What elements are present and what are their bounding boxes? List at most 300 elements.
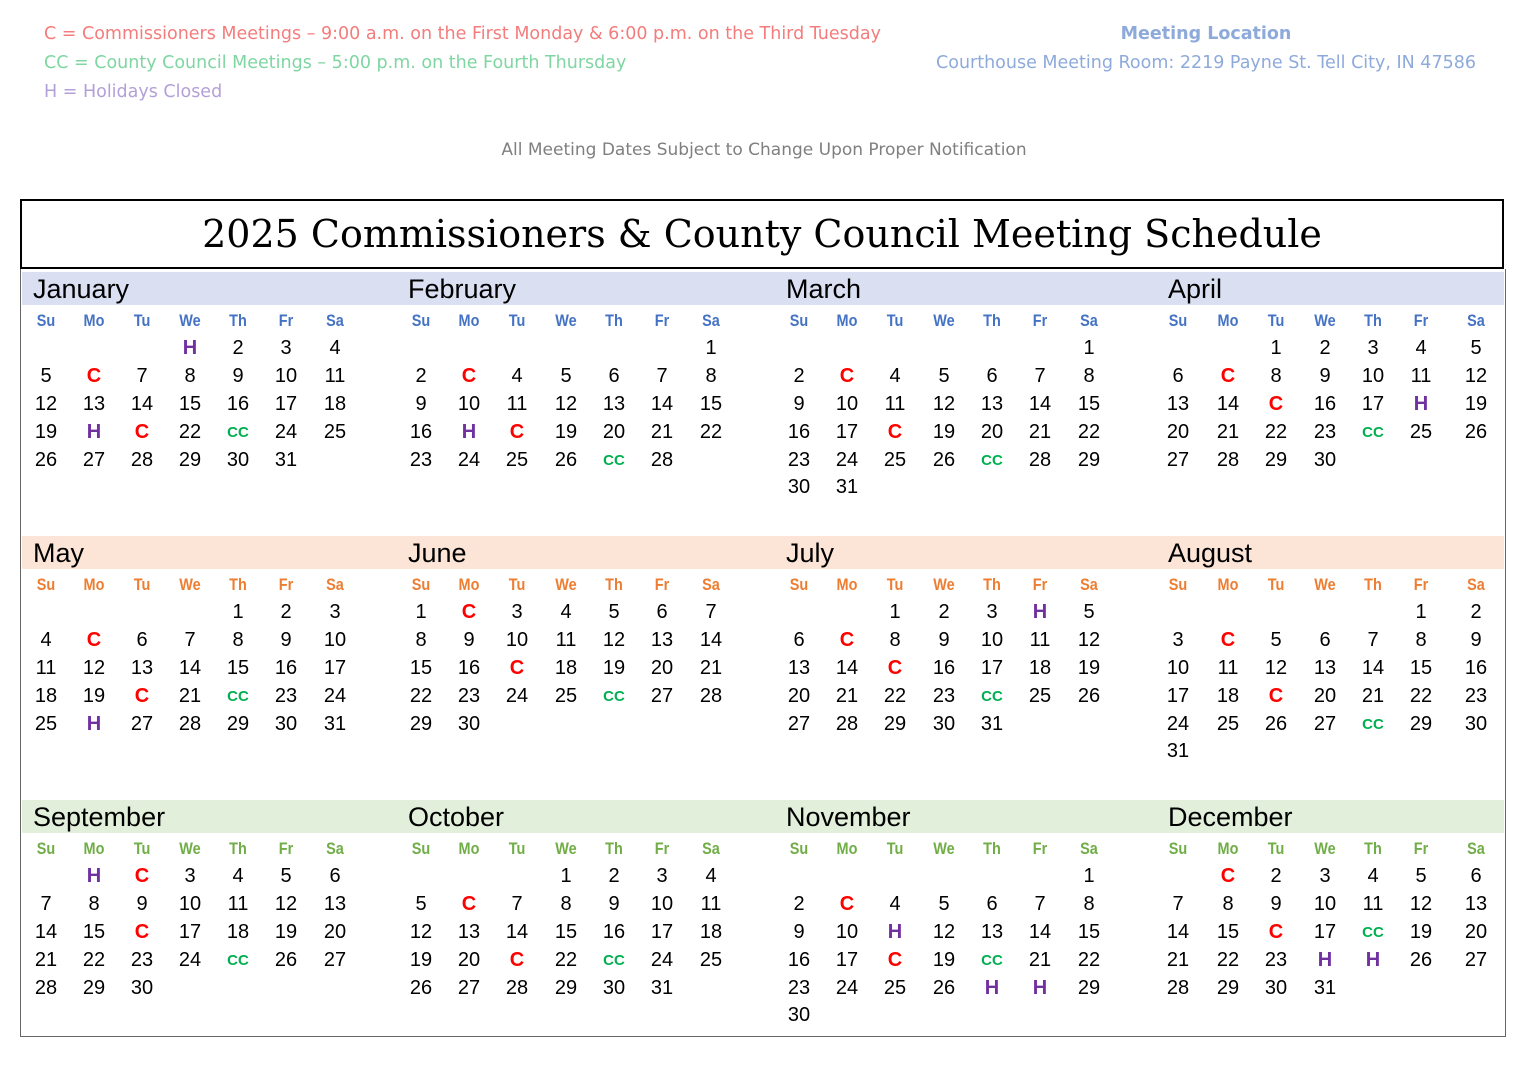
day-cell: 6 <box>986 893 998 915</box>
day-cell: 3 <box>656 865 668 887</box>
day-cell: 29 <box>1409 713 1433 735</box>
day-cell: 15 <box>1077 921 1101 943</box>
month-name: July <box>786 538 835 568</box>
day-cell: 22 <box>699 421 723 443</box>
day-cell: 1 <box>232 601 244 623</box>
day-cell: 4 <box>232 865 244 887</box>
council-meeting-day: CC <box>603 688 625 705</box>
day-cell: 28 <box>835 713 859 735</box>
day-cell: 13 <box>457 921 481 943</box>
month-name: February <box>408 274 517 304</box>
council-meeting-day: CC <box>981 452 1003 469</box>
council-meeting-day: CC <box>981 688 1003 705</box>
weekday-header: Su <box>411 575 431 594</box>
day-cell: 17 <box>835 421 859 443</box>
month-name: October <box>408 802 505 832</box>
day-cell: 30 <box>1464 713 1488 735</box>
day-cell: 27 <box>1166 449 1190 471</box>
commissioners-meeting-day: C <box>461 893 477 915</box>
day-cell: 26 <box>1409 949 1433 971</box>
weekday-header: Mo <box>836 839 858 858</box>
day-cell: 21 <box>1361 685 1385 707</box>
day-cell: 12 <box>1464 365 1488 387</box>
day-cell: 23 <box>457 685 481 707</box>
day-cell: 19 <box>1464 393 1488 415</box>
weekday-header: We <box>555 575 577 594</box>
holiday-day: H <box>984 977 1000 999</box>
commissioners-meeting-day: C <box>1268 685 1284 707</box>
holiday-day: H <box>86 865 102 887</box>
day-cell: 12 <box>932 921 956 943</box>
commissioners-meeting-day: C <box>509 421 525 443</box>
day-cell: 13 <box>1464 893 1488 915</box>
weekday-header: Su <box>411 839 431 858</box>
commissioners-meeting-day: C <box>509 949 525 971</box>
day-cell: 22 <box>1216 949 1240 971</box>
weekday-header: Tu <box>508 311 526 330</box>
day-cell: 2 <box>415 365 427 387</box>
day-cell: 6 <box>608 365 620 387</box>
weekday-header: Mo <box>83 839 105 858</box>
day-cell: 18 <box>554 657 578 679</box>
day-cell: 16 <box>787 949 811 971</box>
holiday-day: H <box>1032 977 1048 999</box>
day-cell: 11 <box>884 393 906 415</box>
day-cell: 9 <box>136 893 148 915</box>
day-cell: 25 <box>1028 685 1052 707</box>
day-cell: 2 <box>1270 865 1282 887</box>
commissioners-meeting-day: C <box>86 365 102 387</box>
day-cell: 24 <box>835 449 859 471</box>
day-cell: 7 <box>40 893 52 915</box>
day-cell: 2 <box>608 865 620 887</box>
day-cell: 9 <box>938 629 950 651</box>
weekday-header: Th <box>1364 575 1382 594</box>
day-cell: 15 <box>554 921 578 943</box>
day-cell: 4 <box>40 629 52 651</box>
day-cell: 27 <box>1464 949 1488 971</box>
day-cell: 16 <box>226 393 250 415</box>
month-header-band <box>22 536 1504 569</box>
weekday-header: Sa <box>1080 575 1098 594</box>
holiday-day: H <box>887 921 903 943</box>
day-cell: 16 <box>932 657 956 679</box>
day-cell: 24 <box>1166 713 1190 735</box>
weekday-header: Fr <box>278 839 294 858</box>
day-cell: 8 <box>415 629 427 651</box>
day-cell: 15 <box>226 657 250 679</box>
weekday-header: Th <box>1364 839 1382 858</box>
commissioners-meeting-day: C <box>887 421 903 443</box>
day-cell: 27 <box>130 713 154 735</box>
day-cell: 26 <box>1264 713 1288 735</box>
day-cell: 25 <box>554 685 578 707</box>
weekday-header: Fr <box>1032 311 1048 330</box>
legend-commissioners: C = Commissioners Meetings – 9:00 a.m. on the First Monday & 6:00 p.m. on the Third Tuesday <box>44 24 881 44</box>
day-cell: 21 <box>650 421 674 443</box>
month-name: March <box>786 274 862 304</box>
day-cell: 31 <box>1166 740 1190 762</box>
commissioners-meeting-day: C <box>1220 365 1236 387</box>
day-cell: 22 <box>178 421 202 443</box>
weekday-header: Tu <box>133 311 151 330</box>
day-cell: 20 <box>1166 421 1190 443</box>
weekday-header: Fr <box>1413 311 1429 330</box>
day-cell: 27 <box>1313 713 1337 735</box>
weekday-header: Sa <box>1467 311 1485 330</box>
page-title: 2025 Commissioners & County Council Meeting Schedule <box>20 199 1504 269</box>
holiday-day: H <box>86 713 102 735</box>
day-cell: 23 <box>787 449 811 471</box>
day-cell: 29 <box>226 713 250 735</box>
month-header-band <box>22 272 1504 305</box>
weekday-header: Fr <box>654 311 670 330</box>
day-cell: 31 <box>274 449 298 471</box>
day-cell: 5 <box>1270 629 1282 651</box>
day-cell: 29 <box>883 713 907 735</box>
holiday-day: H <box>1365 949 1381 971</box>
day-cell: 19 <box>274 921 298 943</box>
day-cell: 20 <box>457 949 481 971</box>
day-cell: 12 <box>554 393 578 415</box>
day-cell: 4 <box>511 365 523 387</box>
day-cell: 15 <box>178 393 202 415</box>
day-cell: 5 <box>1083 601 1095 623</box>
day-cell: 10 <box>505 629 529 651</box>
day-cell: 8 <box>705 365 717 387</box>
day-cell: 14 <box>178 657 202 679</box>
holiday-day: H <box>182 337 198 359</box>
weekday-header: Mo <box>1217 839 1239 858</box>
day-cell: 27 <box>82 449 106 471</box>
weekday-header: Fr <box>654 575 670 594</box>
weekday-header: Th <box>605 575 623 594</box>
day-cell: 16 <box>457 657 481 679</box>
weekday-header: We <box>933 311 955 330</box>
day-cell: 14 <box>1361 657 1385 679</box>
day-cell: 14 <box>130 393 154 415</box>
day-cell: 25 <box>883 449 907 471</box>
day-cell: 11 <box>1029 629 1051 651</box>
month-name: August <box>1168 538 1253 568</box>
day-cell: 10 <box>178 893 202 915</box>
day-cell: 9 <box>232 365 244 387</box>
day-cell: 4 <box>560 601 572 623</box>
day-cell: 21 <box>178 685 202 707</box>
day-cell: 7 <box>1034 893 1046 915</box>
day-cell: 13 <box>787 657 811 679</box>
day-cell: 30 <box>274 713 298 735</box>
weekday-header: Mo <box>836 311 858 330</box>
commissioners-meeting-day: C <box>134 865 150 887</box>
day-cell: 10 <box>835 393 859 415</box>
day-cell: 5 <box>415 893 427 915</box>
day-cell: 5 <box>938 893 950 915</box>
day-cell: 18 <box>226 921 250 943</box>
weekday-header: Th <box>605 839 623 858</box>
day-cell: 16 <box>787 421 811 443</box>
day-cell: 12 <box>34 393 58 415</box>
day-cell: 23 <box>1264 949 1288 971</box>
month-name: January <box>33 274 130 304</box>
council-meeting-day: CC <box>981 952 1003 969</box>
weekday-header: Sa <box>1467 575 1485 594</box>
council-meeting-day: CC <box>603 452 625 469</box>
commissioners-meeting-day: C <box>1220 629 1236 651</box>
weekday-header: Mo <box>83 575 105 594</box>
day-cell: 11 <box>700 893 722 915</box>
day-cell: 2 <box>1470 601 1482 623</box>
day-cell: 7 <box>136 365 148 387</box>
day-cell: 19 <box>554 421 578 443</box>
day-cell: 28 <box>178 713 202 735</box>
day-cell: 25 <box>34 713 58 735</box>
day-cell: 18 <box>1216 685 1240 707</box>
weekday-header: Sa <box>326 311 344 330</box>
day-cell: 3 <box>184 865 196 887</box>
day-cell: 7 <box>184 629 196 651</box>
day-cell: 4 <box>889 365 901 387</box>
day-cell: 22 <box>1264 421 1288 443</box>
day-cell: 13 <box>602 393 626 415</box>
weekday-header: Su <box>36 839 56 858</box>
day-cell: 23 <box>274 685 298 707</box>
day-cell: 11 <box>555 629 577 651</box>
council-meeting-day: CC <box>227 688 249 705</box>
day-cell: 7 <box>1367 629 1379 651</box>
day-cell: 21 <box>1028 421 1052 443</box>
day-cell: 12 <box>409 921 433 943</box>
weekday-header: Sa <box>702 311 720 330</box>
day-cell: 4 <box>1415 337 1427 359</box>
day-cell: 8 <box>184 365 196 387</box>
day-cell: 8 <box>560 893 572 915</box>
day-cell: 14 <box>835 657 859 679</box>
day-cell: 9 <box>1470 629 1482 651</box>
day-cell: 31 <box>323 713 347 735</box>
weekday-header: Tu <box>886 575 904 594</box>
day-cell: 13 <box>980 921 1004 943</box>
day-cell: 1 <box>889 601 901 623</box>
day-cell: 28 <box>1028 449 1052 471</box>
month-name: June <box>408 538 467 568</box>
weekday-header: Tu <box>133 839 151 858</box>
weekday-header: Mo <box>836 575 858 594</box>
weekday-header: Sa <box>702 839 720 858</box>
day-cell: 11 <box>1410 365 1432 387</box>
holiday-day: H <box>1413 393 1429 415</box>
day-cell: 23 <box>932 685 956 707</box>
day-cell: 28 <box>34 977 58 999</box>
day-cell: 2 <box>280 601 292 623</box>
weekday-header: Sa <box>326 575 344 594</box>
weekday-header: Su <box>1168 839 1188 858</box>
day-cell: 6 <box>329 865 341 887</box>
day-cell: 1 <box>1415 601 1427 623</box>
day-cell: 29 <box>178 449 202 471</box>
commissioners-meeting-day: C <box>1268 921 1284 943</box>
commissioners-meeting-day: C <box>839 629 855 651</box>
day-cell: 3 <box>1367 337 1379 359</box>
day-cell: 29 <box>1077 449 1101 471</box>
commissioners-meeting-day: C <box>1220 865 1236 887</box>
day-cell: 15 <box>1077 393 1101 415</box>
day-cell: 10 <box>1313 893 1337 915</box>
day-cell: 10 <box>1166 657 1190 679</box>
day-cell: 8 <box>88 893 100 915</box>
day-cell: 21 <box>699 657 723 679</box>
weekday-header: Su <box>789 575 809 594</box>
day-cell: 6 <box>1470 865 1482 887</box>
day-cell: 14 <box>505 921 529 943</box>
day-cell: 2 <box>793 893 805 915</box>
weekday-header: Fr <box>1413 575 1429 594</box>
weekday-header: We <box>555 839 577 858</box>
day-cell: 10 <box>835 921 859 943</box>
month-name: April <box>1168 274 1223 304</box>
day-cell: 9 <box>1270 893 1282 915</box>
weekday-header: We <box>933 575 955 594</box>
month-name: September <box>33 802 166 832</box>
day-cell: 2 <box>938 601 950 623</box>
weekday-header: Th <box>1364 311 1382 330</box>
weekday-header: Su <box>411 311 431 330</box>
day-cell: 30 <box>1313 449 1337 471</box>
council-meeting-day: CC <box>227 952 249 969</box>
holiday-day: H <box>1032 601 1048 623</box>
day-cell: 10 <box>323 629 347 651</box>
weekday-header: Mo <box>458 311 480 330</box>
day-cell: 5 <box>560 365 572 387</box>
commissioners-meeting-day: C <box>887 657 903 679</box>
day-cell: 22 <box>554 949 578 971</box>
day-cell: 8 <box>1083 893 1095 915</box>
day-cell: 1 <box>415 601 427 623</box>
weekday-header: Tu <box>1267 839 1285 858</box>
council-meeting-day: CC <box>603 952 625 969</box>
day-cell: 29 <box>409 713 433 735</box>
day-cell: 30 <box>226 449 250 471</box>
day-cell: 3 <box>280 337 292 359</box>
weekday-header: We <box>555 311 577 330</box>
day-cell: 12 <box>1077 629 1101 651</box>
day-cell: 1 <box>1270 337 1282 359</box>
weekday-header: Fr <box>278 575 294 594</box>
weekday-header: Sa <box>702 575 720 594</box>
day-cell: 13 <box>650 629 674 651</box>
commissioners-meeting-day: C <box>887 949 903 971</box>
day-cell: 18 <box>1028 657 1052 679</box>
day-cell: 26 <box>409 977 433 999</box>
day-cell: 8 <box>1083 365 1095 387</box>
day-cell: 22 <box>1409 685 1433 707</box>
weekday-header: Fr <box>1032 575 1048 594</box>
day-cell: 8 <box>1222 893 1234 915</box>
commissioners-meeting-day: C <box>461 365 477 387</box>
weekday-header: Fr <box>1413 839 1429 858</box>
day-cell: 7 <box>1172 893 1184 915</box>
day-cell: 15 <box>1409 657 1433 679</box>
weekday-header: Tu <box>1267 311 1285 330</box>
day-cell: 23 <box>787 977 811 999</box>
day-cell: 9 <box>463 629 475 651</box>
day-cell: 8 <box>889 629 901 651</box>
weekday-header: We <box>179 839 201 858</box>
holiday-day: H <box>1317 949 1333 971</box>
day-cell: 21 <box>1216 421 1240 443</box>
day-cell: 31 <box>980 713 1004 735</box>
day-cell: 19 <box>82 685 106 707</box>
day-cell: 24 <box>650 949 674 971</box>
weekday-header: We <box>1314 575 1336 594</box>
holiday-day: H <box>86 421 102 443</box>
day-cell: 30 <box>787 1004 811 1026</box>
day-cell: 24 <box>505 685 529 707</box>
day-cell: 25 <box>505 449 529 471</box>
weekday-header: Mo <box>458 575 480 594</box>
day-cell: 7 <box>511 893 523 915</box>
day-cell: 30 <box>932 713 956 735</box>
day-cell: 20 <box>650 657 674 679</box>
meeting-location-title: Meeting Location <box>1120 24 1292 44</box>
day-cell: 7 <box>705 601 717 623</box>
weekday-header: We <box>933 839 955 858</box>
day-cell: 23 <box>1464 685 1488 707</box>
day-cell: 3 <box>1319 865 1331 887</box>
day-cell: 16 <box>602 921 626 943</box>
weekday-header: Tu <box>886 839 904 858</box>
quarter-section <box>21 797 1505 1037</box>
day-cell: 30 <box>1264 977 1288 999</box>
day-cell: 26 <box>932 449 956 471</box>
day-cell: 5 <box>1470 337 1482 359</box>
weekday-header: Su <box>789 311 809 330</box>
day-cell: 29 <box>1216 977 1240 999</box>
day-cell: 6 <box>1319 629 1331 651</box>
day-cell: 7 <box>1034 365 1046 387</box>
day-cell: 17 <box>980 657 1004 679</box>
day-cell: 19 <box>932 949 956 971</box>
day-cell: 14 <box>699 629 723 651</box>
day-cell: 11 <box>227 893 249 915</box>
day-cell: 10 <box>274 365 298 387</box>
day-cell: 20 <box>980 421 1004 443</box>
day-cell: 26 <box>1077 685 1101 707</box>
day-cell: 7 <box>656 365 668 387</box>
commissioners-meeting-day: C <box>134 421 150 443</box>
day-cell: 3 <box>986 601 998 623</box>
day-cell: 16 <box>274 657 298 679</box>
day-cell: 19 <box>932 421 956 443</box>
day-cell: 26 <box>932 977 956 999</box>
day-cell: 19 <box>34 421 58 443</box>
day-cell: 30 <box>130 977 154 999</box>
weekday-header: Fr <box>278 311 294 330</box>
day-cell: 3 <box>329 601 341 623</box>
weekday-header: Mo <box>83 311 105 330</box>
weekday-header: Fr <box>1032 839 1048 858</box>
day-cell: 2 <box>1319 337 1331 359</box>
month-name: December <box>1168 802 1293 832</box>
day-cell: 25 <box>1216 713 1240 735</box>
day-cell: 14 <box>1216 393 1240 415</box>
day-cell: 4 <box>329 337 341 359</box>
commissioners-meeting-day: C <box>839 365 855 387</box>
day-cell: 17 <box>835 949 859 971</box>
day-cell: 28 <box>505 977 529 999</box>
council-meeting-day: CC <box>1362 424 1384 441</box>
weekday-header: Tu <box>508 839 526 858</box>
